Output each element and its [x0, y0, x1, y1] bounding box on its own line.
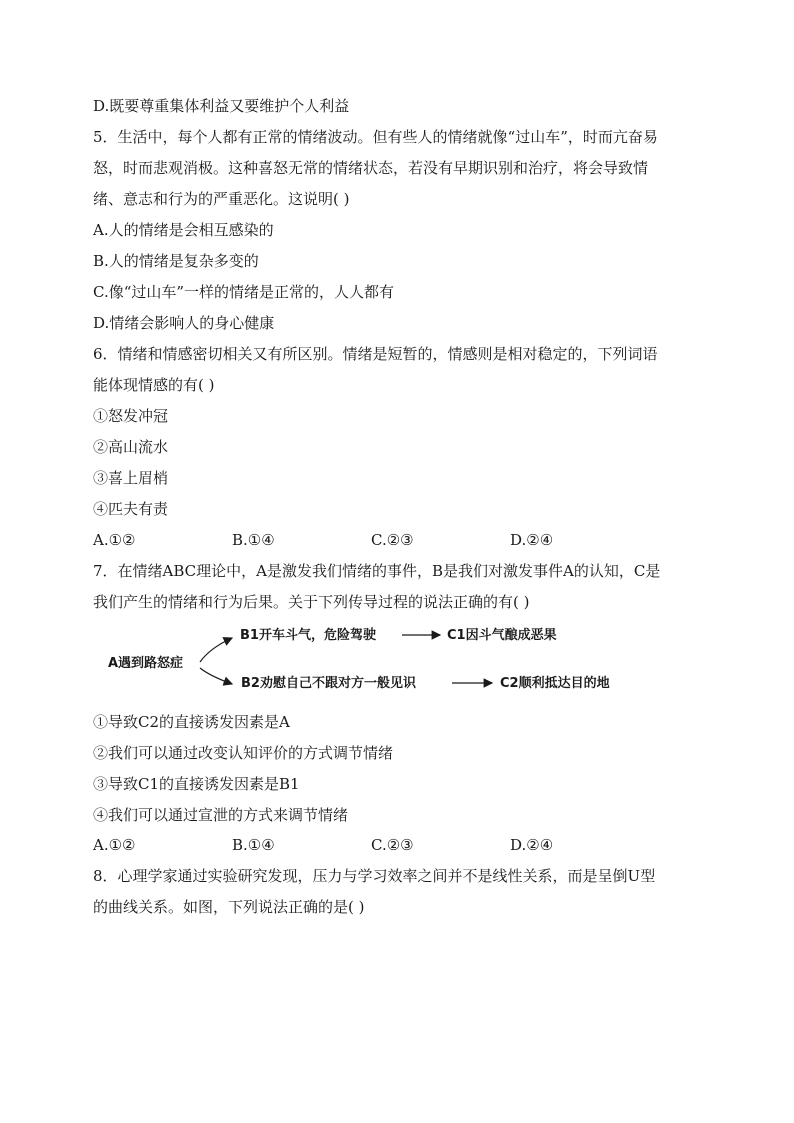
q5-option-d: D.情绪会影响人的身心健康 [93, 314, 275, 332]
q5-option-b: B.人的情绪是复杂多变的 [93, 252, 259, 270]
q7-stem-line-2: 我们产生的情绪和行为后果。关于下列传导过程的说法正确的有( ) [93, 593, 530, 611]
diagram-node-c1: C1因斗气酿成恶果 [447, 628, 557, 643]
q6-item-3: ③喜上眉梢 [93, 469, 169, 487]
q8-stem-line-1: 8．心理学家通过实验研究发现，压力与学习效率之间并不是线性关系，而是呈倒U型 [93, 867, 656, 885]
q6-choice-c: C.②③ [371, 531, 414, 549]
q7-choice-c: C.②③ [371, 836, 414, 854]
diagram-node-b2: B2劝慰自己不跟对方一般见识 [241, 676, 416, 691]
q6-choice-b: B.①④ [232, 531, 275, 549]
q6-item-2: ②高山流水 [93, 438, 169, 456]
q5-option-c: C.像“过山车”一样的情绪是正常的，人人都有 [93, 283, 395, 301]
q7-item-3: ③导致C1的直接诱发因素是B1 [93, 775, 300, 793]
q7-item-2: ②我们可以通过改变认知评价的方式调节情绪 [93, 744, 394, 762]
q5-stem-line-3: 绪、意志和行为的严重恶化。这说明( ) [93, 190, 350, 208]
q7-stem-line-1: 7．在情绪ABC理论中，A是激发我们情绪的事件，B是我们对激发事件A的认知，C是 [93, 562, 661, 580]
q7-choice-a: A.①② [93, 836, 136, 854]
q7-choice-d: D.②④ [510, 836, 554, 854]
q7-item-4: ④我们可以通过宣泄的方式来调节情绪 [93, 806, 349, 824]
q6-choice-a: A.①② [93, 531, 136, 549]
q5-option-a: A.人的情绪是会相互感染的 [93, 221, 274, 239]
q6-choice-d: D.②④ [510, 531, 554, 549]
arrow-a-to-b2 [200, 668, 232, 684]
q6-item-4: ④匹夫有责 [93, 500, 169, 518]
q7-choice-b: B.①④ [232, 836, 275, 854]
q8-stem-line-2: 的曲线关系。如图，下列说法正确的是( ) [93, 898, 365, 916]
q6-stem-line-2: 能体现情感的有( ) [93, 376, 215, 394]
diagram-node-a: A遇到路怒症 [108, 656, 184, 671]
diagram-node-b1: B1开车斗气，危险驾驶 [240, 628, 376, 643]
arrow-a-to-b1 [200, 638, 232, 662]
q5-stem-line-1: 5．生活中，每个人都有正常的情绪波动。但有些人的情绪就像“过山车”，时而亢奋易 [93, 128, 658, 146]
q7-item-1: ①导致C2的直接诱发因素是A [93, 713, 290, 731]
q4-option-d: D.既要尊重集体利益又要维护个人利益 [93, 97, 350, 115]
q6-stem-line-1: 6．情绪和情感密切相关又有所区别。情绪是短暂的，情感则是相对稳定的，下列词语 [93, 345, 658, 363]
abc-flow-diagram [0, 620, 794, 700]
diagram-node-c2: C2顺利抵达目的地 [500, 676, 610, 691]
q6-item-1: ①怒发冲冠 [93, 407, 169, 425]
q5-stem-line-2: 怒，时而悲观消极。这种喜怒无常的情绪状态，若没有早期识别和治疗，将会导致情 [93, 159, 649, 177]
